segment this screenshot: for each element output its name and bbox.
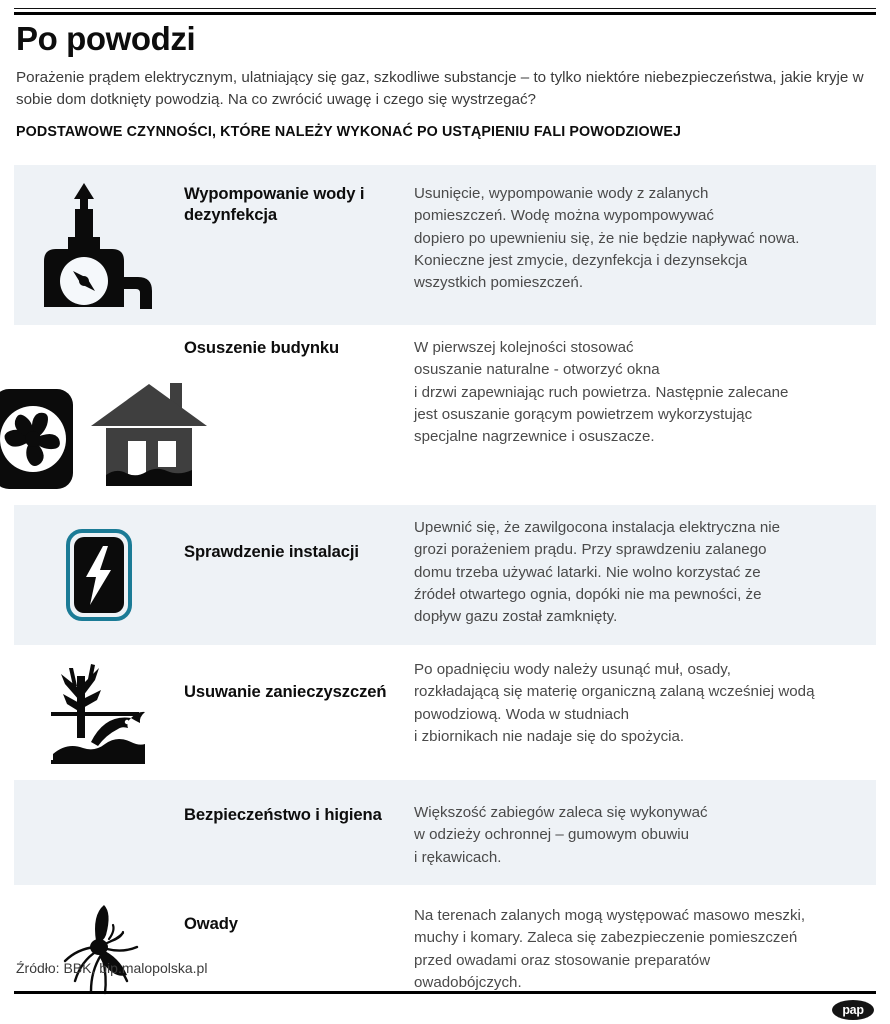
header bbox=[16, 22, 876, 140]
bottom-rule bbox=[14, 991, 876, 994]
step-description bbox=[414, 337, 866, 449]
step-icon-cell bbox=[14, 325, 184, 505]
step-text-line: źródeł otwartego ognia, dopóki nie ma pewności, że bbox=[414, 585, 762, 603]
step-text-cell bbox=[414, 780, 876, 885]
step-text-cell bbox=[414, 505, 876, 645]
step-text-line: i zbiornikach nie nadaje się do spożycia. bbox=[414, 727, 685, 745]
step-label-cell bbox=[184, 780, 414, 885]
deck-line-1: Porażenie prądem elektrycznym, ulatniający się gaz, szkodliwe substancje – to tylko niektóre bbox=[16, 68, 640, 86]
step-text-line: pomieszczeń. Wodę można wypompowywać bbox=[414, 207, 714, 225]
step-description bbox=[414, 905, 866, 994]
mosquito-icon bbox=[49, 899, 149, 1001]
step-text-line: osuszanie naturalne - otworzyć okna bbox=[414, 361, 660, 379]
step-row-owady bbox=[14, 885, 876, 1015]
step-label-line-1: Osuszenie budynku bbox=[184, 338, 340, 357]
step-description bbox=[414, 659, 866, 748]
step-text-line: jest osuszanie gorącym powietrzem wykorzystując bbox=[414, 405, 753, 423]
step-label-cell bbox=[184, 645, 414, 780]
step-icon-cell bbox=[14, 780, 184, 885]
step-text-line: przed owadami oraz stosowanie preparatów bbox=[414, 951, 711, 969]
step-label bbox=[184, 804, 414, 825]
step-label-cell bbox=[184, 325, 414, 505]
water-pump-icon bbox=[40, 181, 158, 309]
step-text-line: owadobójczych. bbox=[414, 973, 522, 991]
step-label-line-1: Owady bbox=[184, 914, 238, 933]
step-icon-cell bbox=[14, 165, 184, 325]
step-icon-cell bbox=[14, 505, 184, 645]
step-label-line-1: Wypompowanie bbox=[184, 184, 309, 203]
step-description bbox=[414, 183, 866, 295]
step-text-cell bbox=[414, 645, 876, 780]
steps-list bbox=[14, 165, 876, 1015]
step-text-line: Większość zabiegów zaleca się wykonywać bbox=[414, 804, 708, 821]
step-text-line: Upewnić się, że zawilgocona instalacja elektryczna nie bbox=[414, 519, 781, 536]
step-text-line: dopływ gazu został zamknięty. bbox=[414, 608, 618, 626]
deck-line-2: niebezpieczeństwa, jakie kryje w sobie dom dotknięty powodzią. Na co zwrócić uwagę i czego się wystrzegać? bbox=[16, 68, 864, 109]
step-text-cell bbox=[414, 165, 876, 325]
top-hairline-rule bbox=[14, 8, 876, 9]
page-deck bbox=[16, 67, 876, 112]
step-description bbox=[414, 517, 866, 629]
step-label-line-2: wody i dezynfekcja bbox=[184, 184, 365, 225]
step-text-line: Usunięcie, wypompowanie wody z zalanych bbox=[414, 185, 709, 202]
step-text-line: wszystkich pomieszczeń. bbox=[414, 274, 584, 292]
step-row-sprawdzenie bbox=[14, 505, 876, 645]
page-title: Po powodzi bbox=[16, 20, 196, 57]
source-credit: Źródło: BBK, bip.malopolska.pl bbox=[16, 960, 208, 976]
step-text-line: i drzwi zapewniając ruch powietrza. Następnie zalecane bbox=[414, 383, 789, 401]
step-text-line: muchy i komary. Zaleca się zabezpieczenie pomieszczeń bbox=[414, 929, 798, 947]
top-thick-rule bbox=[14, 12, 876, 15]
step-label bbox=[184, 681, 414, 702]
step-text-line: i rękawicach. bbox=[414, 848, 502, 866]
step-text-line: domu trzeba używać latarki. Nie wolno korzystać ze bbox=[414, 563, 761, 581]
step-label-line-2: zanieczyszczeń bbox=[265, 682, 387, 701]
step-text-line: rozkładającą się materię organiczną zalaną wcześniej wodą bbox=[414, 683, 815, 701]
step-text-line: powodziową. Woda w studniach bbox=[414, 705, 630, 723]
step-row-osuszenie bbox=[14, 325, 876, 505]
step-text-cell bbox=[414, 885, 876, 1015]
step-row-wypompowanie bbox=[14, 165, 876, 325]
step-icon-cell bbox=[14, 885, 184, 1015]
step-label-line-2: instalacji bbox=[288, 542, 359, 561]
step-text-line: dopiero po upewnieniu się, że nie będzie napływać nowa. bbox=[414, 229, 800, 247]
environmental-hazard-icon bbox=[47, 660, 151, 766]
section-kicker: PODSTAWOWE CZYNNOŚCI, KTÓRE NALEŻY WYKONAĆ PO USTĄPIENIU FALI POWODZIOWEJ bbox=[16, 123, 682, 140]
step-text-line: specjalne nagrzewnice i osuszacze. bbox=[414, 428, 655, 446]
step-label bbox=[184, 913, 414, 934]
step-text-line: w odzieży ochronnej – gumowym obuwiu bbox=[414, 826, 690, 844]
step-label-line-1: Bezpieczeństwo bbox=[184, 805, 311, 824]
step-label bbox=[184, 337, 414, 358]
step-label-line-1: Usuwanie bbox=[184, 682, 261, 701]
step-label bbox=[184, 541, 414, 562]
step-label-cell bbox=[184, 165, 414, 325]
pap-logo: pap bbox=[832, 1000, 874, 1020]
step-label-line-2: i higiena bbox=[315, 805, 382, 824]
step-label bbox=[184, 183, 414, 225]
step-label-line-1: Sprawdzenie bbox=[184, 542, 285, 561]
step-text-cell bbox=[414, 325, 876, 505]
step-text-line: Po opadnięciu wody należy usunąć muł, osady, bbox=[414, 661, 731, 678]
fan-icon bbox=[0, 387, 76, 491]
step-row-usuwanie bbox=[14, 645, 876, 780]
step-icon-cell bbox=[14, 645, 184, 780]
step-label-cell bbox=[184, 505, 414, 645]
step-label-cell bbox=[184, 885, 414, 1015]
step-description bbox=[414, 802, 866, 869]
step-text-line: Na terenach zalanych mogą występować masowo meszki, bbox=[414, 907, 806, 924]
step-row-bezpieczenstwo bbox=[14, 780, 876, 885]
step-text-line: Konieczne jest zmycie, dezynfekcja i dezynsekcja bbox=[414, 251, 748, 269]
step-text-line: grozi porażeniem prądu. Przy sprawdzeniu zalanego bbox=[414, 541, 767, 559]
electrical-hazard-icon bbox=[66, 529, 132, 621]
step-text-line: W pierwszej kolejności stosować bbox=[414, 339, 634, 356]
